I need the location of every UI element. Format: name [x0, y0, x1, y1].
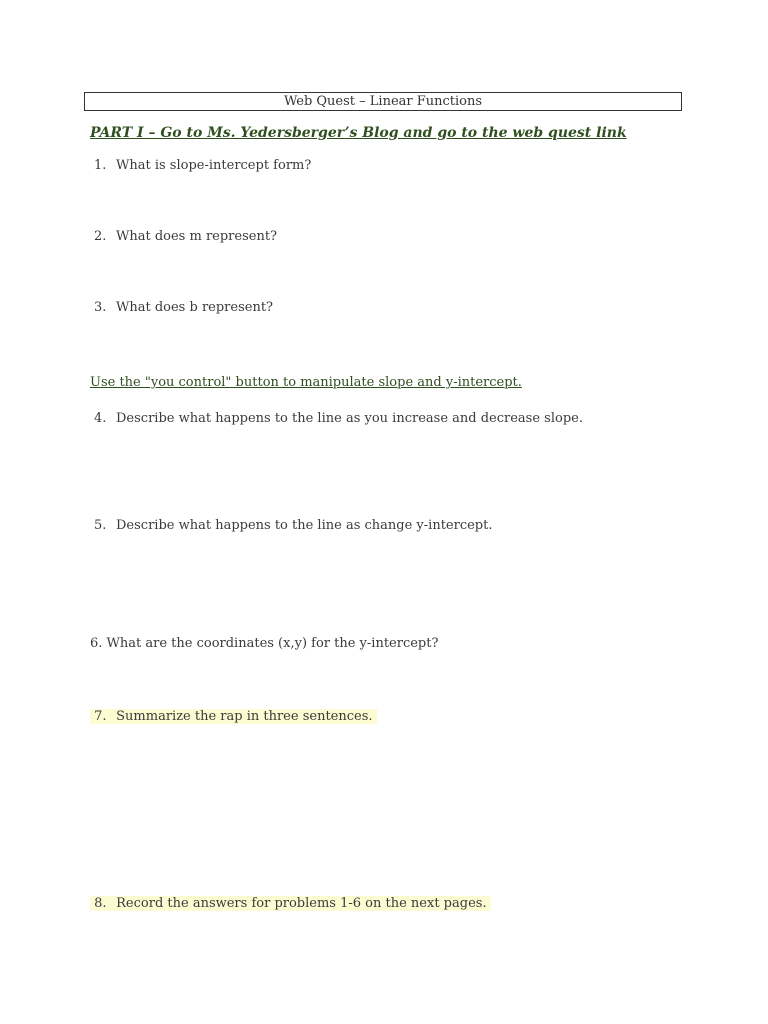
question-number: 2. — [94, 229, 107, 244]
question-6 — [90, 636, 438, 652]
part-one-heading: PART I – Go to Ms. Yedersberger’s Blog and go to the web quest link — [90, 125, 627, 141]
question-number: 4. — [94, 411, 107, 426]
question-text: Describe what happens to the line as change y-intercept. — [116, 518, 493, 533]
question-text: 6. What are the coordinates (x,y) for the y-intercept? — [90, 636, 439, 651]
question-number: 1. — [94, 158, 107, 173]
worksheet-title: Web Quest – Linear Functions — [84, 92, 682, 111]
question-3 — [94, 300, 273, 316]
question-number: 3. — [94, 300, 107, 315]
highlighted-question — [90, 896, 491, 911]
question-number: 7. — [94, 709, 107, 724]
highlighted-question — [90, 709, 377, 724]
question-7 — [90, 709, 377, 725]
instruction-text: Use the "you control" button to manipulate slope and y-intercept. — [90, 375, 522, 390]
question-4 — [94, 411, 583, 427]
question-text: Record the answers for problems 1-6 on the next pages. — [116, 896, 487, 911]
question-number: 8. — [94, 896, 107, 911]
question-1 — [94, 158, 311, 174]
question-text: Describe what happens to the line as you increase and decrease slope. — [116, 411, 583, 426]
question-5 — [94, 518, 492, 534]
question-text: Summarize the rap in three sentences. — [116, 709, 373, 724]
question-text: What does b represent? — [116, 300, 274, 315]
question-8 — [90, 896, 491, 912]
question-number: 5. — [94, 518, 107, 533]
question-text: What is slope-intercept form? — [116, 158, 312, 173]
question-text: What does m represent? — [116, 229, 278, 244]
question-2 — [94, 229, 277, 245]
